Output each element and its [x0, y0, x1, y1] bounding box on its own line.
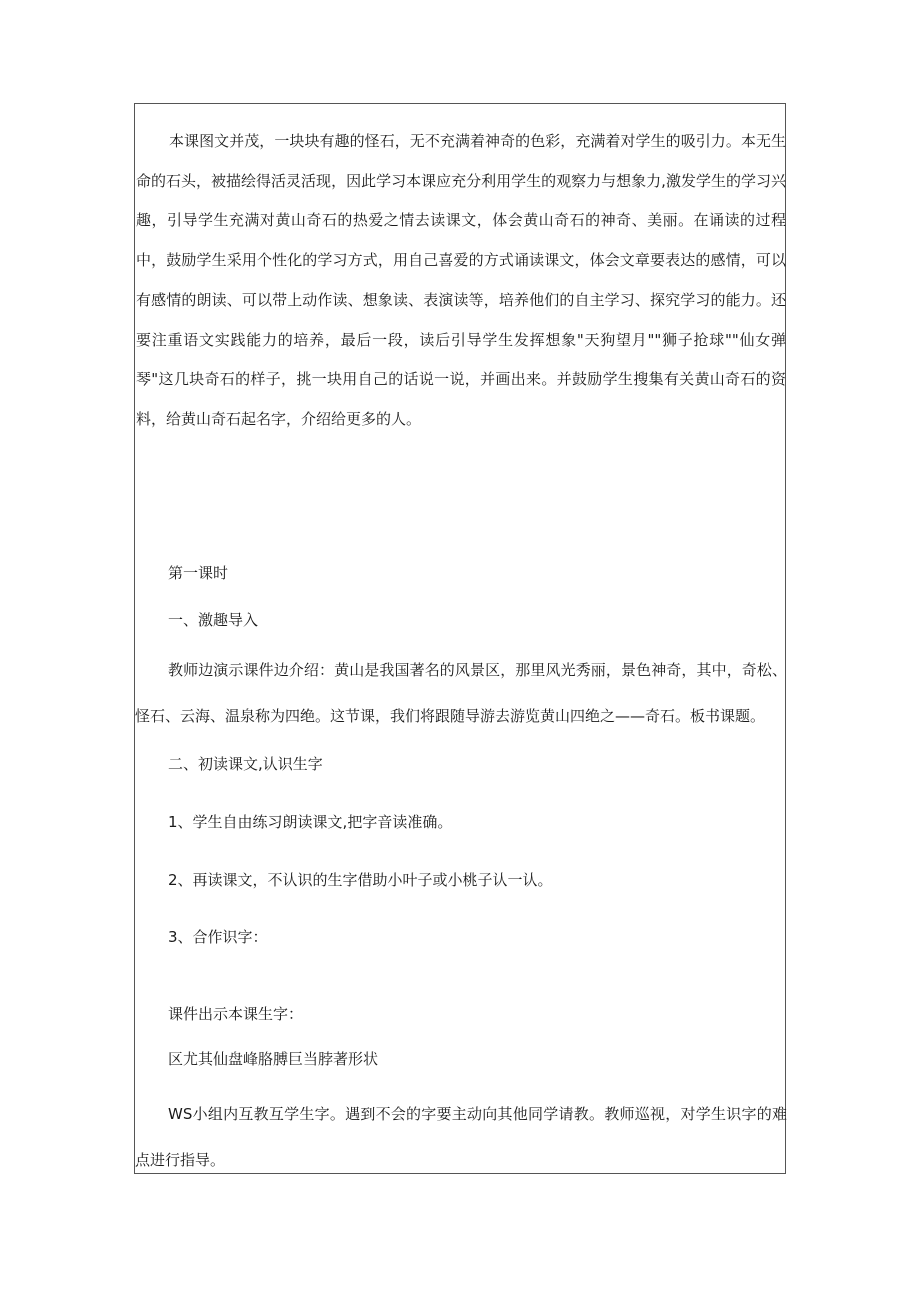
intro-paragraph: 本课图文并茂，一块块有趣的怪石，无不充满着神奇的色彩，充满着对学生的吸引力。本无生命的石头，被描绘得活灵活现，因此学习本课应充分利用学生的观察力与想象力,激发学生的学习兴趣，引导学生充满对黄山奇石的热爱之情去读课文，体会黄山奇石的神奇、美丽。在诵读的过程中，鼓励学生采用个性化的学习方式，用自己喜爱的方式诵读课文，体会文章要表达的感情，可以有感情的朗读、可以带上动作读、想象读、表演读等，培养他们的自主学习、探究学习的能力。还要注重语文实践能力的培养，最后一段，读后引导学生发挥想象"天狗望月""狮子抢球""仙女弹琴"这几块奇石的样子，挑一块用自己的话说一说，并画出来。并鼓励学生搜集有关黄山奇石的资料，给黄山奇石起名字，介绍给更多的人。	[136, 132, 786, 428]
group-study-paragraph: WS小组内互教互学生字。遇到不会的字要主动向其他同学请教。教师巡视，对学生识字的难点进行指导。	[135, 1105, 787, 1169]
step-one: 1、学生自由练习朗读课文,把字音读准确。	[168, 813, 453, 831]
step-two: 2、再读课文，不认识的生字借助小叶子或小桃子认一认。	[168, 871, 553, 889]
document-frame	[134, 103, 786, 1174]
lesson-heading: 第一课时	[168, 564, 229, 582]
step-three: 3、合作识字：	[168, 928, 268, 946]
section-one-heading: 一、激趣导入	[168, 611, 259, 629]
courseware-label: 课件出示本课生字：	[168, 1005, 304, 1023]
new-characters: 区尤其仙盘峰胳膊巨当脖著形状	[168, 1050, 379, 1068]
teacher-intro-paragraph: 教师边演示课件边介绍：黄山是我国著名的风景区，那里风光秀丽，景色神奇，其中，奇松、怪石、云海、温泉称为四绝。这节课，我们将跟随导游去游览黄山四绝之——奇石。板书课题。	[135, 661, 787, 725]
section-two-heading: 二、初读课文,认识生字	[168, 755, 323, 773]
